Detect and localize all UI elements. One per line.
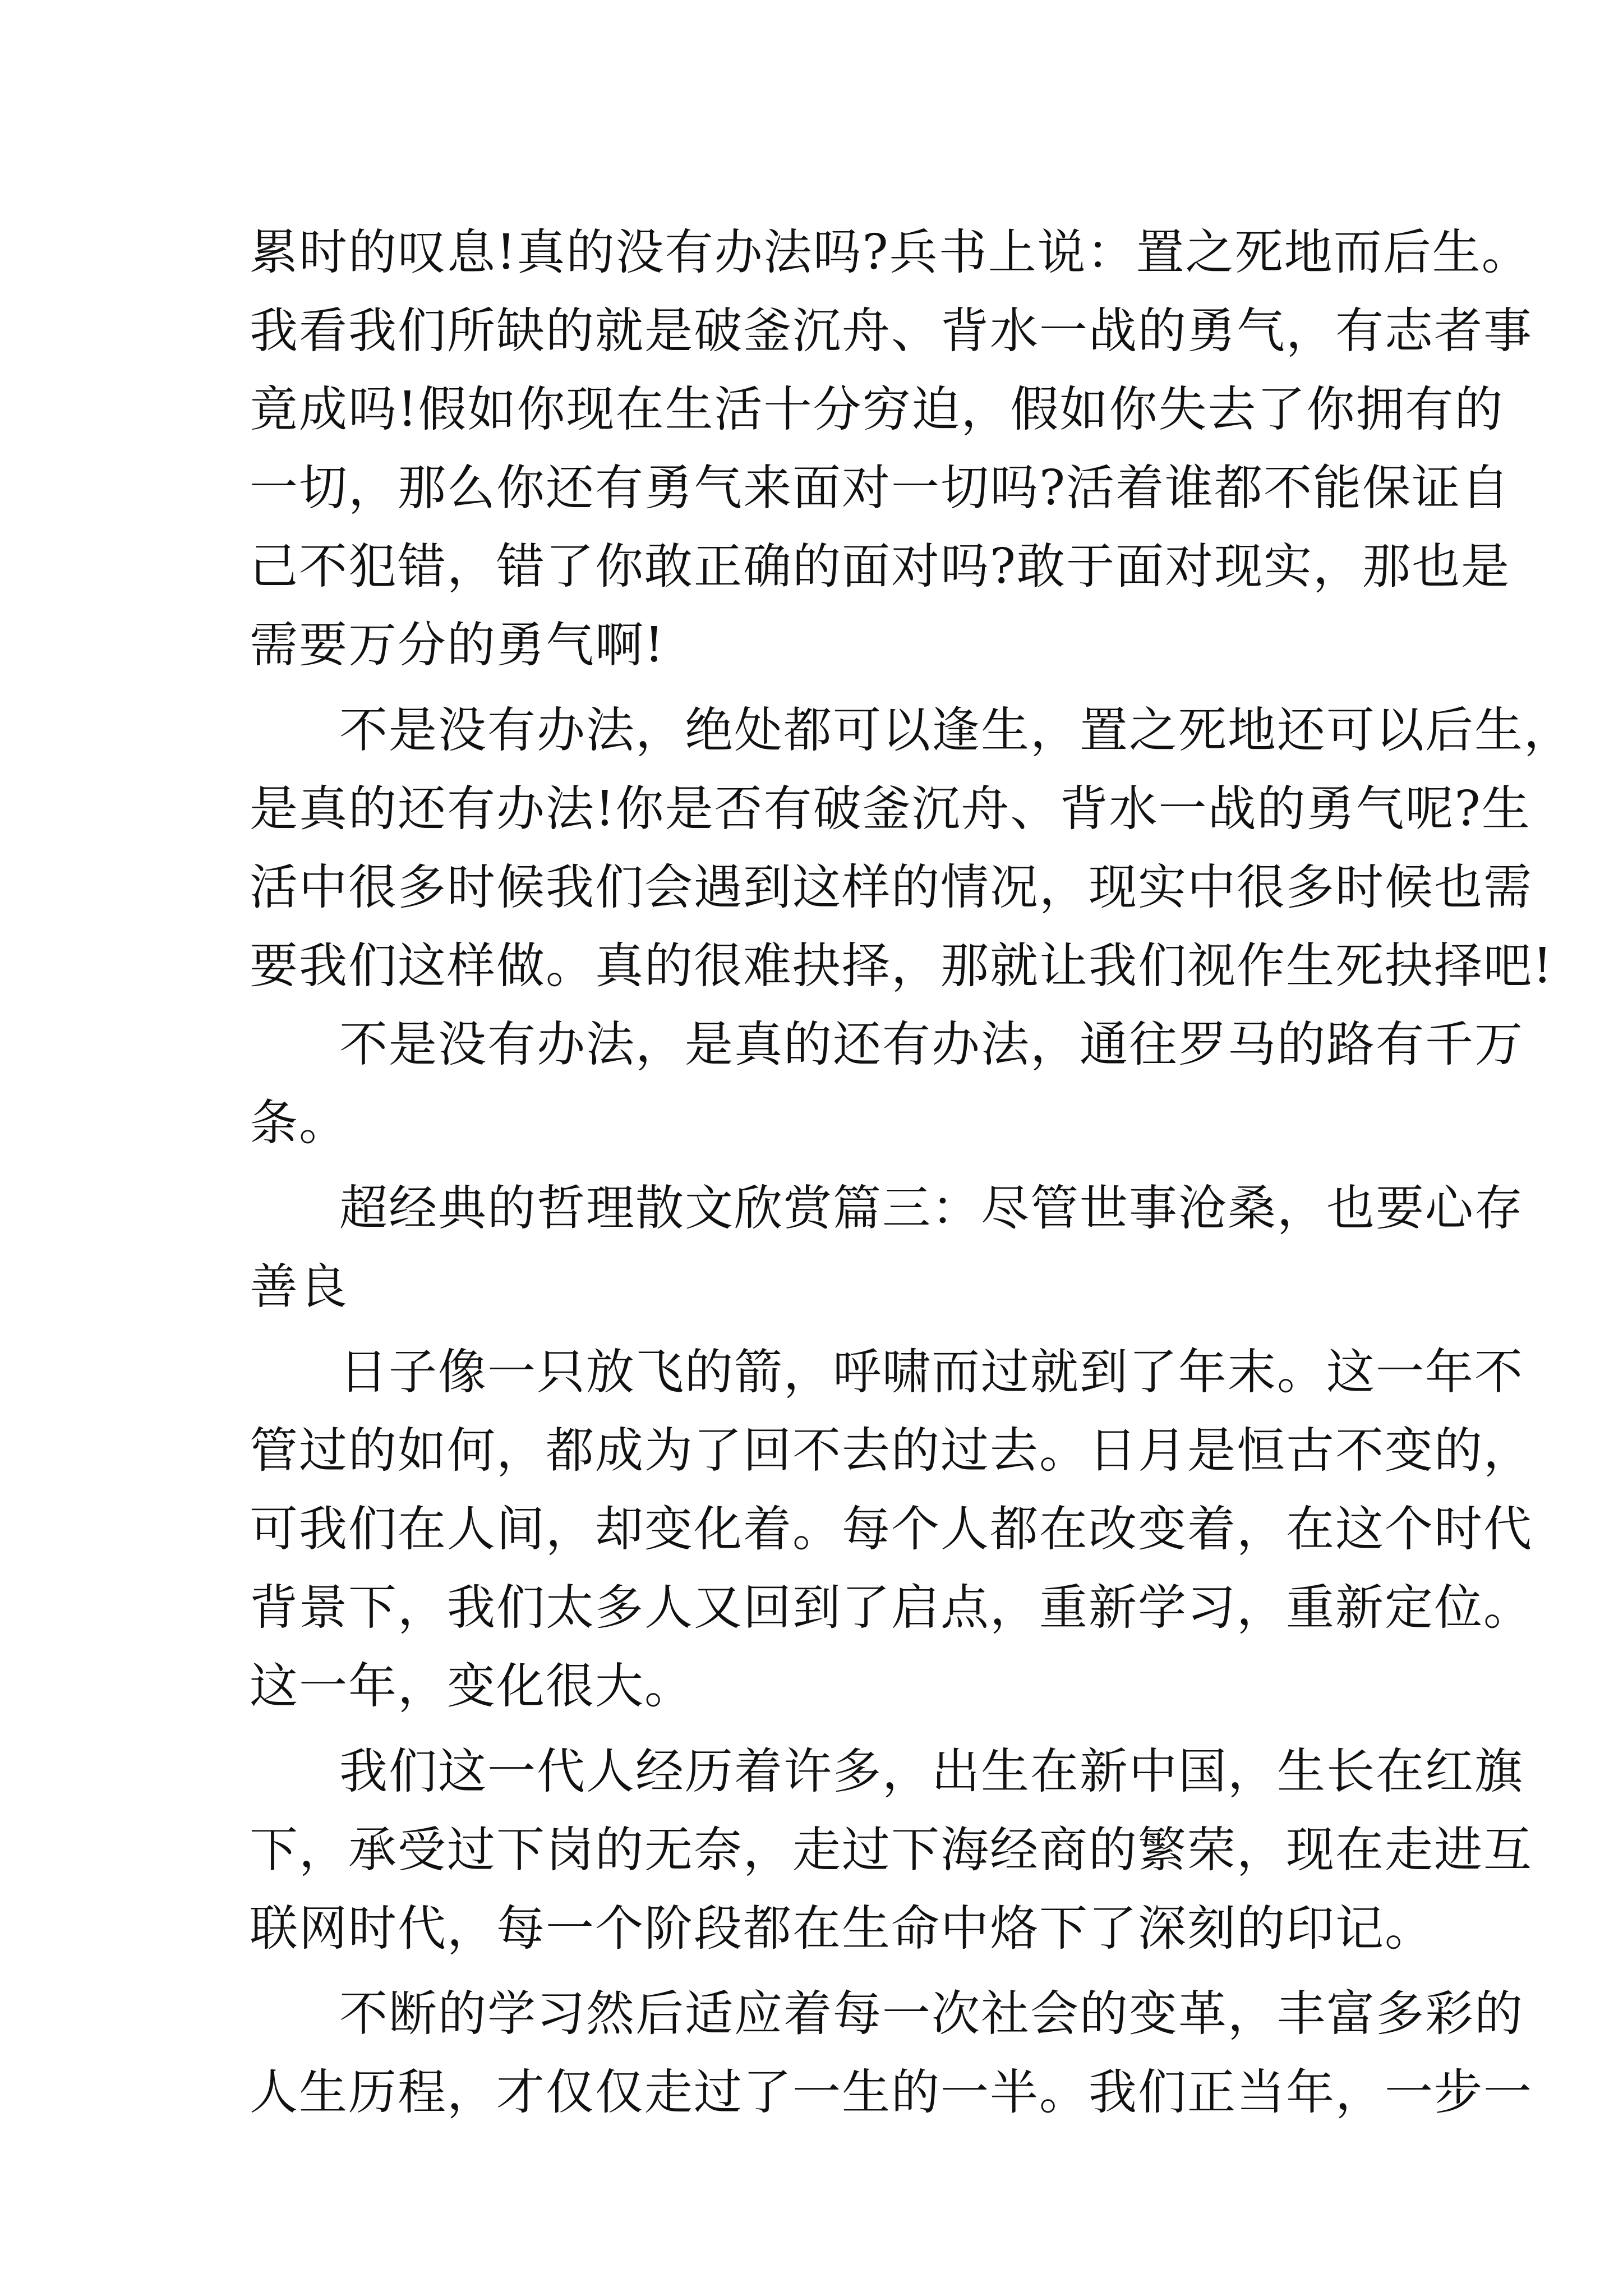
section-heading-continued: 善良 <box>250 1259 348 1315</box>
text-line: 活中很多时候我们会遇到这样的情况，现实中很多时候也需 <box>250 859 1533 915</box>
paragraph-first-line: 不是没有办法，绝处都可以逢生，置之死地还可以后生， <box>339 702 1573 758</box>
text-line: 人生历程，才仅仅走过了一生的一半。我们正当年，一步一 <box>250 2064 1533 2120</box>
text-line: 累时的叹息!真的没有办法吗?兵书上说：置之死地而后生。 <box>250 224 1531 280</box>
document-page <box>250 213 1573 2132</box>
text-line: 己不犯错，错了你敢正确的面对吗?敢于面对现实，那也是 <box>250 539 1511 595</box>
text-line: 我看我们所缺的就是破釜沉舟、背水一战的勇气，有志者事 <box>250 303 1533 359</box>
section-heading: 超经典的哲理散文欣赏篇三：尽管世事沧桑，也要心存 <box>339 1180 1524 1236</box>
paragraph-first-line: 不断的学习然后适应着每一次社会的变革，丰富多彩的 <box>339 1986 1524 2042</box>
text-line: 是真的还有办法!你是否有破釜沉舟、背水一战的勇气呢?生 <box>250 781 1531 837</box>
text-line: 需要万分的勇气啊! <box>250 617 665 673</box>
text-line: 管过的如何，都成为了回不去的过去。日月是恒古不变的， <box>250 1423 1533 1479</box>
text-line: 联网时代，每一个阶段都在生命中烙下了深刻的印记。 <box>250 1901 1434 1957</box>
paragraph-first-line: 不是没有办法，是真的还有办法，通往罗马的路有千万 <box>339 1016 1524 1073</box>
text-line: 条。 <box>250 1095 348 1151</box>
text-line: 这一年，变化很大。 <box>250 1658 694 1714</box>
paragraph-first-line: 我们这一代人经历着许多，出生在新中国，生长在红旗 <box>339 1743 1524 1800</box>
text-line: 竟成吗!假如你现在生活十分穷迫，假如你失去了你拥有的 <box>250 381 1504 438</box>
text-line: 下，承受过下岗的无奈，走过下海经商的繁荣，现在走进互 <box>250 1822 1533 1878</box>
paragraph-first-line: 日子像一只放飞的箭，呼啸而过就到了年末。这一年不 <box>339 1344 1524 1400</box>
text-line: 一切，那么你还有勇气来面对一切吗?活着谁都不能保证自 <box>250 460 1511 516</box>
text-line: 背景下，我们太多人又回到了启点，重新学习，重新定位。 <box>250 1580 1533 1636</box>
text-line: 可我们在人间，却变化着。每个人都在改变着，在这个时代 <box>250 1501 1533 1557</box>
text-line: 要我们这样做。真的很难抉择，那就让我们视作生死抉择吧! <box>250 938 1553 994</box>
